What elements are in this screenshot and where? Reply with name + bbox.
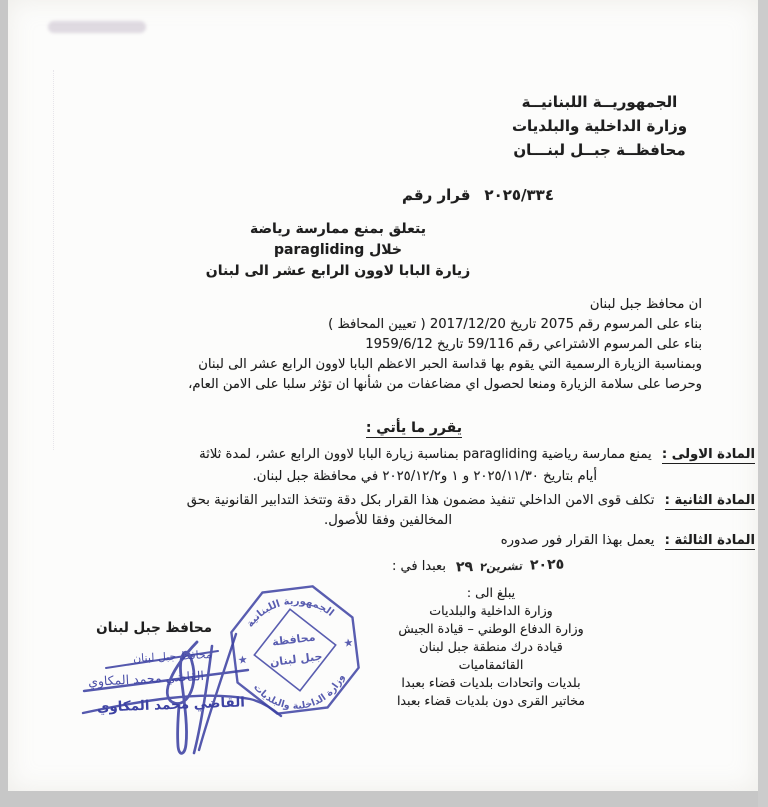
article-2-line-1 — [187, 493, 755, 508]
signature-handwritten-line-1: محافظ جبل لبنان — [132, 647, 213, 666]
subject-line-2: خلال paragliding — [274, 242, 402, 258]
subject-line-3: زيارة البابا لاوون الرابع عشر الى لبنان — [205, 263, 471, 279]
article-3-label: المادة الثالثة : — [664, 533, 755, 548]
signature-title: محافظ جبل لبنان — [96, 620, 212, 636]
notify-item: وزارة الداخلية والبلديات — [429, 603, 553, 618]
stamp-center-line-2: جبل لبنان — [269, 649, 324, 670]
issue-place-label: بعبدا في : — [392, 559, 446, 574]
signature-handwritten-line-2: القاضي محمد المكاوي — [87, 667, 205, 690]
preamble-line-5: وحرصا على سلامة الزيارة ومنعا لحصول اي مضاعفات من شأنها ان تؤثر سلبا على الامن العام، — [188, 377, 702, 392]
preamble-line-1: ان محافظ جبل لبنان — [589, 297, 702, 312]
issue-date-stamp — [456, 557, 565, 576]
notify-item: بلديات واتحادات بلديات قضاء بعبدا — [401, 675, 581, 690]
decree-label: قرار رقم — [402, 186, 471, 204]
article-2-line-2: المخالفين وفقا للأصول. — [324, 513, 452, 528]
notify-item: القائمقاميات — [458, 657, 524, 672]
article-3-text: يعمل بهذا القرار فور صدوره — [500, 533, 655, 548]
preamble-line-3: بناء على المرسوم الاشتراعي رقم 59/116 تاريخ 1959/6/12 — [365, 337, 702, 352]
notify-list — [378, 584, 604, 710]
scan-edge-bottom — [0, 791, 768, 807]
letterhead — [497, 90, 702, 162]
order-clause: يقرر ما يأتي : — [365, 420, 462, 436]
article-1-line-1 — [199, 447, 755, 462]
preamble-line-2: بناء على المرسوم رقم 2075 تاريخ 2017/12/20 ( تعيين المحافظ ) — [328, 317, 702, 332]
decree-number: ٢٠٢٥/٣٣٤ — [484, 186, 554, 204]
stamp-center-line-1: محافظة — [271, 630, 317, 649]
article-1-label: المادة الاولى : — [661, 447, 755, 462]
letterhead-republic: الجمهوريــة اللبنانيــة — [521, 93, 678, 111]
letterhead-ministry: وزارة الداخلية والبلديات — [511, 117, 688, 135]
scan-edge-right — [758, 0, 768, 807]
preamble-block — [188, 295, 702, 395]
decree-number-line — [402, 186, 554, 204]
stamp-star-left: ★ — [237, 652, 249, 667]
scan-crease-line — [53, 70, 55, 450]
issue-day: ٢٩ — [455, 558, 474, 576]
notify-title: يبلغ الى : — [466, 585, 516, 600]
svg-text:وزارة الداخلية والبلديات — [250, 671, 350, 717]
article-2-text: تكلف قوى الامن الداخلي تنفيذ مضمون هذا القرار بكل دقة وتتخذ التدابير القانونية بحق — [186, 493, 655, 508]
stamp-star-right: ★ — [342, 635, 355, 650]
issue-dateline — [392, 558, 564, 574]
article-2-label: المادة الثانية : — [664, 493, 755, 508]
notify-item: مخاتير القرى دون بلديات قضاء بعبدا — [396, 693, 586, 708]
notify-item: قيادة درك منطقة جبل لبنان — [419, 639, 563, 654]
article-1-text: يمنع ممارسة رياضية paragliding بمناسبة زيارة البابا لاوون الرابع عشر، لمدة ثلاثة — [199, 447, 652, 462]
issue-month: تشرين٢ — [479, 559, 524, 574]
notify-item: وزارة الدفاع الوطني – قيادة الجيش — [398, 621, 584, 636]
letterhead-governorate: محافظــة جبــل لبنـــان — [513, 141, 686, 159]
preamble-line-4: وبمناسبة الزيارة الرسمية التي يقوم بها قداسة الحبر الاعظم البابا لاوون الرابع عشر الى لبنان — [198, 357, 702, 372]
issue-year: ٢٠٢٥ — [529, 556, 565, 574]
subject-line-1: يتعلق بمنع ممارسة رياضة — [250, 221, 426, 237]
article-3-line — [501, 533, 755, 548]
subject-block — [188, 219, 488, 282]
stamp-bottom-text: وزارة الداخلية والبلديات — [251, 672, 347, 712]
stamp-top-text: الجمهورية اللبنانية — [244, 595, 336, 630]
signature-handwritten-line-3: القاضي محمد المكاوي — [96, 694, 246, 716]
official-stamp — [224, 579, 366, 721]
article-1-line-2: أيام بتاريخ ٢٠٢٥/١١/٣٠ و ١ و٢٠٢٥/١٢/٢ في محافظة جبل لبنان. — [252, 469, 597, 484]
strike-line-1 — [106, 651, 218, 668]
scan-smudge — [48, 21, 146, 33]
